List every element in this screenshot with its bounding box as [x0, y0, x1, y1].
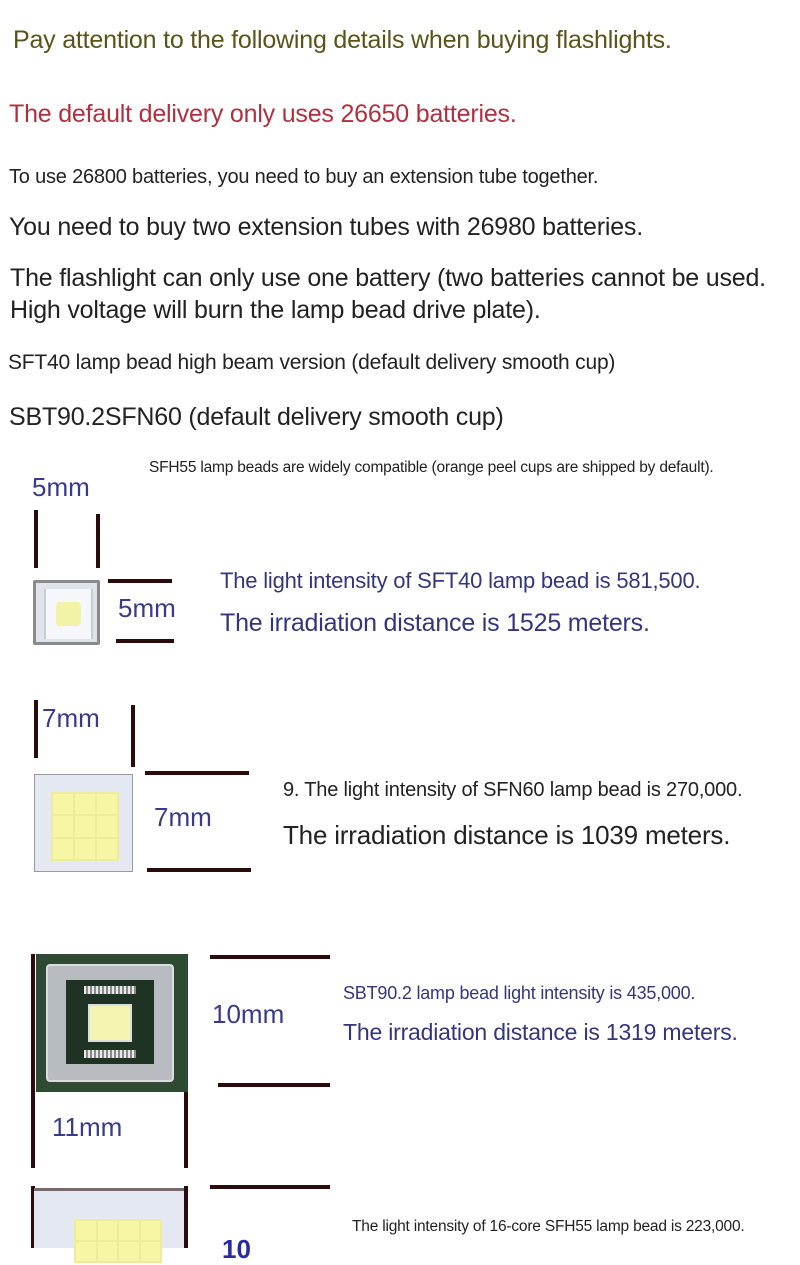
sbt90-led-chip-image — [36, 954, 188, 1092]
default-battery-note: The default delivery only uses 26650 batteries. — [9, 100, 517, 128]
dimension-bar — [131, 705, 135, 767]
dimension-bar — [184, 1186, 188, 1248]
dimension-bar — [145, 771, 249, 775]
sbt90-intensity-text: SBT90.2 lamp bead light intensity is 435,000. — [343, 983, 696, 1003]
sft40-distance-text: The irradiation distance is 1525 meters. — [220, 609, 650, 637]
sfn60-led-chip-image — [34, 774, 133, 872]
sbt90-sfn60-version-note: SBT90.2SFN60 (default delivery smooth cup) — [9, 403, 504, 431]
sfn60-height-label: 7mm — [154, 802, 212, 832]
sfn60-intensity-text: 9. The light intensity of SFN60 lamp bead is 270,000. — [283, 779, 743, 801]
sbt90-width-label: 11mm — [52, 1112, 123, 1142]
sft40-intensity-text: The light intensity of SFT40 lamp bead is 581,500. — [220, 568, 701, 593]
dimension-bar — [34, 510, 38, 568]
sbt90-height-label: 10mm — [212, 999, 285, 1029]
dimension-bar — [147, 868, 251, 872]
dimension-bar — [210, 955, 330, 959]
dimension-bar — [31, 954, 35, 1168]
sfh55-compat-note: SFH55 lamp beads are widely compatible (orange peel cups are shipped by default). — [149, 459, 714, 476]
dimension-bar — [218, 1083, 330, 1087]
sft40-width-label: 5mm — [32, 472, 90, 502]
sfn60-distance-text: The irradiation distance is 1039 meters. — [283, 820, 731, 850]
sbt90-distance-text: The irradiation distance is 1319 meters. — [343, 1019, 738, 1045]
page-title: Pay attention to the following details when buying flashlights. — [13, 26, 672, 54]
sfn60-width-label: 7mm — [42, 703, 100, 733]
dimension-bar — [96, 514, 100, 568]
one-battery-warning: The flashlight can only use one battery (two batteries cannot be used. High voltage will burn the lamp bead drive plate). — [10, 264, 766, 324]
sfh55-led-chip-image — [34, 1188, 186, 1248]
sfh55-intensity-text: The light intensity of 16-core SFH55 lamp bead is 223,000. — [352, 1218, 745, 1235]
sfh55-height-label: 10 — [222, 1234, 251, 1264]
sft40-height-label: 5mm — [118, 593, 176, 623]
battery-26980-note: You need to buy two extension tubes with 26980 batteries. — [9, 213, 643, 241]
dimension-bar — [210, 1185, 330, 1189]
dimension-bar — [34, 700, 38, 758]
dimension-bar — [108, 579, 172, 583]
sft40-led-chip-image — [33, 580, 100, 645]
dimension-bar — [116, 639, 174, 643]
battery-26800-note: To use 26800 batteries, you need to buy an extension tube together. — [9, 166, 599, 188]
sft40-version-note: SFT40 lamp bead high beam version (default delivery smooth cup) — [8, 351, 616, 374]
dimension-bar — [184, 1092, 188, 1168]
